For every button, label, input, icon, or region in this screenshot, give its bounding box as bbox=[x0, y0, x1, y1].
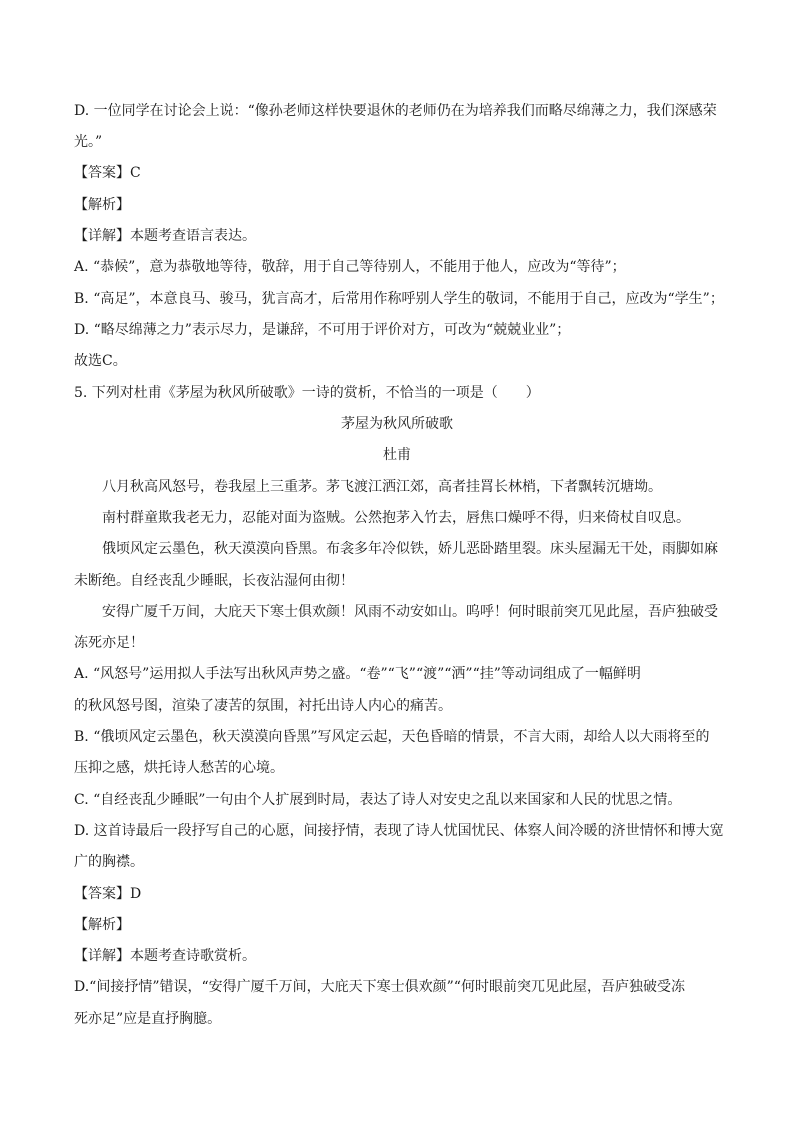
poem-line: 南村群童欺我老无力，忍能对面为盗贼。公然抱茅入竹去，唇焦口燥呼不得，归来倚杖自叹息。 bbox=[102, 510, 690, 526]
option-d-line-2: 光。” bbox=[74, 134, 103, 150]
q4-answer bbox=[74, 163, 724, 183]
option-a-line-1: A. “风怒号”运用拟人手法写出秋风声势之盛。“卷”“飞”“渡”“洒”“挂”等动词组成了一幅鲜明 bbox=[74, 666, 641, 682]
q5-explain-line-1: D.“间接抒情”错误，“安得广厦千万间，大庇天下寒士俱欢颜”“何时眼前突兀见此屋，吾庐独破受冻 bbox=[74, 979, 685, 995]
option-a-line-2: 的秋风怒号图，渲染了凄苦的氛围，衬托出诗人内心的痛苦。 bbox=[74, 698, 452, 714]
option-b-line-2: 压抑之感，烘托诗人愁苦的心境。 bbox=[74, 760, 284, 776]
answer-tag: 【答案】 bbox=[74, 165, 130, 181]
q5-question: 5. 下列对杜甫《茅屋为秋风所破歌》一诗的赏析，不恰当的一项是（ ） bbox=[74, 385, 540, 401]
poem-title: 茅屋为秋风所破歌 bbox=[341, 416, 453, 432]
poem-line: 俄顷风定云墨色，秋天漠漠向昏黑。布衾多年冷似铁，娇儿恶卧踏里裂。床头屋漏无干处，雨脚如麻 bbox=[102, 541, 718, 557]
option-c: C. “自经丧乱少睡眠”一句由个人扩展到时局，表达了诗人对安史之乱以来国家和人民的忧思之情。 bbox=[74, 792, 682, 808]
option-b-line-1: B. “俄顷风定云墨色，秋天漠漠向昏黑”写风定云起，天色昏暗的情景，不言大雨，却给人以大雨将至的 bbox=[74, 729, 710, 745]
q5-answer bbox=[74, 884, 724, 904]
option-d-line-2: 广的胸襟。 bbox=[74, 854, 144, 870]
q4-explain-a: A. “恭候”，意为恭敬地等待，敬辞，用于自己等待别人，不能用于他人，应改为“等待”； bbox=[74, 259, 626, 275]
detail-tag: 【详解】 bbox=[74, 228, 130, 244]
analysis-tag: 【解析】 bbox=[74, 917, 130, 933]
q5-explain-line-2: 死亦足”应是直抒胸臆。 bbox=[74, 1011, 222, 1027]
detail-text: 本题考查诗歌赏析。 bbox=[130, 948, 256, 964]
q4-analysis-tag bbox=[74, 195, 724, 215]
q4-explain-d: D. “略尽绵薄之力”表示尽力，是谦辞，不可用于评价对方，可改为“兢兢业业”； bbox=[74, 322, 571, 338]
poem-line: 冻死亦足！ bbox=[74, 635, 144, 651]
q5-analysis-tag bbox=[74, 915, 724, 935]
answer-value: C bbox=[130, 165, 141, 181]
detail-text: 本题考查语言表达。 bbox=[130, 228, 256, 244]
poem-author: 杜甫 bbox=[383, 447, 411, 463]
detail-tag: 【详解】 bbox=[74, 948, 130, 964]
poem-line: 安得广厦千万间，大庇天下寒士俱欢颜！风雨不动安如山。呜呼！何时眼前突兀见此屋，吾庐独破受 bbox=[102, 604, 718, 620]
q5-detail bbox=[74, 946, 724, 966]
analysis-tag: 【解析】 bbox=[74, 197, 130, 213]
q4-detail bbox=[74, 226, 724, 246]
q4-conclusion: 故选C。 bbox=[74, 353, 127, 369]
q4-explain-b: B. “高足”，本意良马、骏马，犹言高才，后常用作称呼别人学生的敬词，不能用于自己，应改为“学生”； bbox=[74, 291, 724, 307]
answer-value: D bbox=[130, 886, 142, 902]
option-d-line-1: D. 这首诗最后一段抒写自己的心愿，间接抒情，表现了诗人忧国忧民、体察人间冷暖的济世情怀和博大宽 bbox=[74, 823, 724, 839]
poem-line: 八月秋高风怒号，卷我屋上三重茅。茅飞渡江洒江郊，高者挂罥长林梢，下者飘转沉塘坳。 bbox=[102, 479, 662, 495]
poem-line: 未断绝。自经丧乱少睡眠，长夜沾湿何由彻！ bbox=[74, 573, 354, 589]
option-d-line-1: D. 一位同学在讨论会上说：“像孙老师这样快要退休的老师仍在为培养我们而略尽绵薄之力，我们深感荣 bbox=[74, 103, 717, 119]
answer-tag: 【答案】 bbox=[74, 886, 130, 902]
